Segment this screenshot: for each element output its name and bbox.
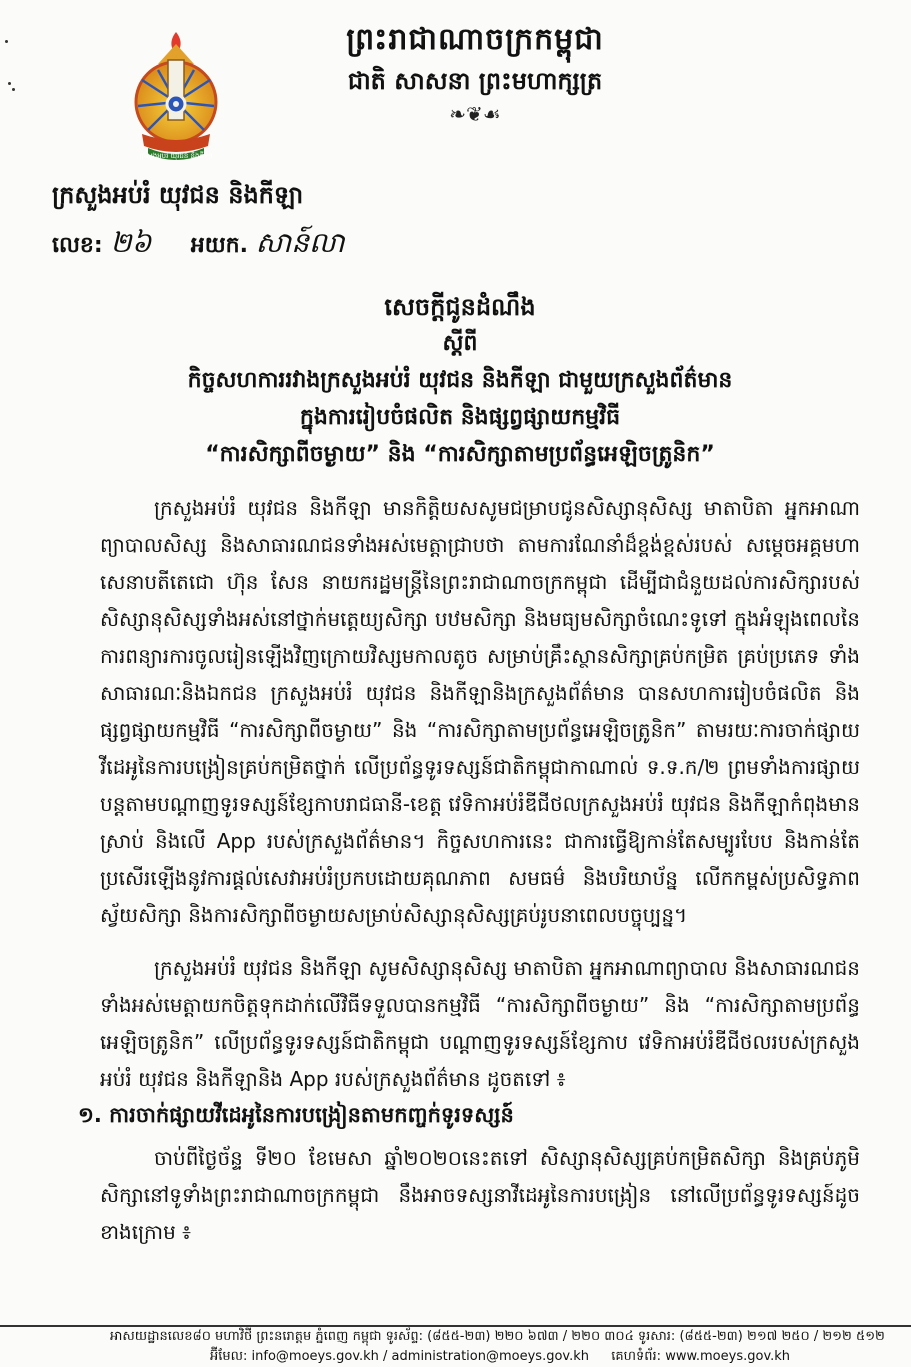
email-label: អ៊ីមែល: [210,1349,248,1364]
scan-speck [5,40,8,43]
body-paragraph-2: ក្រសួងអប់រំ យុវជន និងកីឡា សូមសិស្សានុសិស្ស មាតាបិតា អ្នកអាណាព្យាបាល និងសាធារណជនទាំងអស់មេត្តាយកចិត្តទុកដាក់លើវិធីទទួលបានកម្មវិធី “ការសិក្សាពីចម្ងាយ” និង “ការសិក្សាតាមប្រព័ន្ធអេឡិចត្រូនិក” លើប្រព័ន្ធទូរទស្សន៍ជាតិកម្ពុជា បណ្ដាញទូរទស្សន៍ខ្សែកាប វេទិកាអប់រំឌីជីថលរបស់ក្រសួងអប់រំ យុវជន និងកីឡានិង App របស់ក្រសួងព័ត៌មាន ដូចតទៅ ៖ [100,956,860,1091]
emblem-caption: ក្រសួងអប់រំ យុវជន និងកីឡា [139,152,213,160]
ref-number: ២៦ [110,226,152,259]
ministry-emblem [128,30,224,170]
national-motto: ជាតិ សាសនា ព្រះមហាក្សត្រ [347,67,603,95]
footer-address: អាសយដ្ឋានលេខ៨០ មហាវិថី ព្រះនរោត្តម ភ្នំពេញ កម្ពុជា ទូរស័ព្ទ: (៨៥៥-២៣) ២២០ ៦៧៣ / ២២០ ៣០៤ ទូរសារ: (៨៥៥-២៣) ២១៧ ២៥០ / ២១២ ៥១២ [110,1329,885,1344]
footer-website[interactable]: www.moeys.gov.kh [665,1349,791,1364]
section-1-heading: ១. ការចាក់ផ្សាយវីដេអូនៃការបង្រៀនតាមកញ្ចក់ទូរទស្សន៍ [78,1103,514,1127]
ref-dept: អយក. [190,233,248,258]
ministry-name: ក្រសួងអប់រំ យុវជន និងកីឡា [52,181,304,209]
body-paragraph-3: ចាប់ពីថ្ងៃច័ន្ទ ទី២០ ខែមេសា ឆ្នាំ២០២០នេះតទៅ សិស្សានុសិស្សគ្រប់កម្រិតសិក្សា និងគ្រប់ភូមិសិក្សានៅទូទាំងព្រះរាជាណាចក្រកម្ពុជា នឹងអាចទស្សនាវីដេអូនៃការបង្រៀន នៅលើប្រព័ន្ធទូរទស្សន៍ដូចខាងក្រោម ៖ [100,1146,860,1244]
scan-speck [8,82,11,85]
notice-subject-label: ស្ដីពី [442,331,478,356]
body-paragraph-1: ក្រសួងអប់រំ យុវជន និងកីឡា មានកិត្តិយសសូមជម្រាបជូនសិស្សានុសិស្ស មាតាបិតា អ្នកអាណាព្យាបាលសិស្ស និងសាធារណជនទាំងអស់មេត្តាជ្រាបថា តាមការណែនាំដ៏ខ្ពង់ខ្ពស់របស់ សម្ដេចអគ្គមហាសេនាបតីតេជោ ហ៊ុន សែន នាយករដ្ឋមន្ត្រីនៃព្រះរាជាណាចក្រកម្ពុជា ដើម្បីជាជំនួយដល់ការសិក្សារបស់សិស្សានុសិស្សទាំងអស់នៅថ្នាក់មត្តេយ្យសិក្សា បឋមសិក្សា និងមធ្យមសិក្សាចំណេះទូទៅ ក្នុងអំឡុងពេលនៃការពន្យារការចូលរៀនឡើងវិញក្រោយវិស្សមកាលតូច សម្រាប់គ្រឹះស្ថានសិក្សាគ្រប់កម្រិត គ្រប់ប្រភេទ ទាំងសាធារណៈនិងឯកជន ក្រសួងអប់រំ យុវជន និងកីឡានិងក្រសួងព័ត៌មាន បានសហការរៀបចំផលិត និងផ្សព្វផ្សាយកម្មវិធី “ការសិក្សាពីចម្ងាយ” និង “ការសិក្សាតាមប្រព័ន្ធអេឡិចត្រូនិក” តាមរយៈការចាក់ផ្សាយវីដេអូនៃការបង្រៀនគ្រប់កម្រិតថ្នាក់ លើប្រព័ន្ធទូរទស្សន៍ជាតិកម្ពុជាកាណាល់ ទ.ទ.ក/២ ព្រមទាំងការផ្សាយបន្តតាមបណ្ដាញទូរទស្សន៍ខ្សែកាបរាជធានី-ខេត្ត វេទិកាអប់រំឌីជីថលក្រសួងអប់រំ យុវជន និងកីឡាកំពុងមានស្រាប់ និងលើ App របស់ក្រសួងព័ត៌មាន។ កិច្ចសហការនេះ ជាការធ្វើឱ្យកាន់តែសម្បូរបែប និងកាន់តែប្រសើរឡើងនូវការផ្ដល់សេវាអប់រំប្រកបដោយគុណភាព សមធម៌ និងបរិយាប័ន្ន លើកកម្ពស់ប្រសិទ្ធភាពស្វ័យសិក្សា និងការសិក្សាពីចម្ងាយសម្រាប់សិស្សានុសិស្សគ្រប់រូបនាពេលបច្ចុប្បន្ន។ [100,496,860,927]
reference-number-line [52,225,345,266]
scan-speck [12,88,15,91]
ref-code: សាន៍លា [255,226,345,259]
footer-divider [0,1325,911,1327]
footer-email[interactable]: info@moeys.gov.kh / administration@moeys.gov.kh [251,1349,589,1364]
footer-contacts [210,1348,790,1367]
ref-label: លេខ: [52,233,103,258]
website-label: គេហទំព័រ: [611,1349,662,1364]
emblem-icon [128,30,224,170]
kingdom-title: ព្រះរាជាណាចក្រកម្ពុជា [346,22,604,57]
notice-subject-line1: កិច្ចសហការរវាងក្រសួងអប់រំ យុវជន និងកីឡា ជាមួយក្រសួងព័ត៌មាន [187,368,733,393]
notice-subject-line2: ក្នុងការរៀបចំផលិត និងផ្សព្វផ្សាយកម្មវិធី [299,405,621,430]
notice-subject-line3: “ការសិក្សាពីចម្ងាយ” និង “ការសិក្សាតាមប្រព័ន្ធអេឡិចត្រូនិក” [205,442,715,467]
decorative-ornament: ❧❦☙ [449,102,501,126]
notice-title: សេចក្ដីជូនដំណឹង [384,293,536,321]
